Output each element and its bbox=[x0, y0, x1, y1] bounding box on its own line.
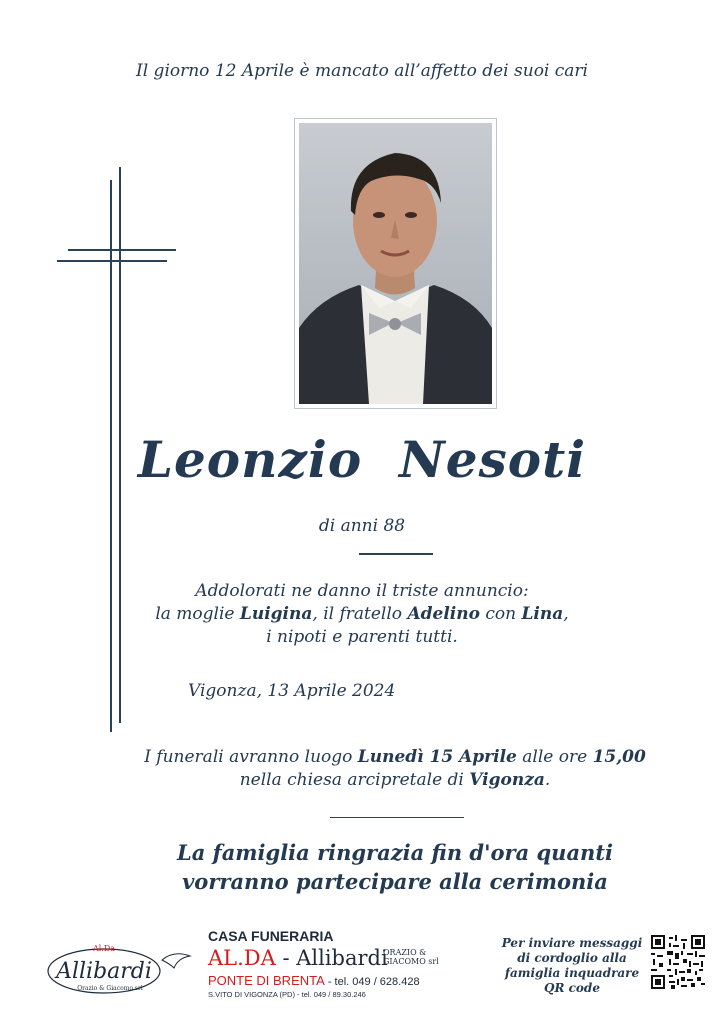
qr-instructions: Per inviare messaggi di cordoglio alla famiglia inquadrare QR code bbox=[501, 936, 643, 995]
funeral-info bbox=[0, 746, 724, 792]
brother-name: Adelino bbox=[407, 604, 480, 624]
age-text: di anni 88 bbox=[318, 516, 406, 536]
brand-subtitle: ORAZIO & GIACOMO srl bbox=[383, 948, 439, 966]
funeral-place: Vigonza bbox=[469, 770, 545, 790]
thanks-line-1: La famiglia ringrazia fin d'ora quanti bbox=[176, 840, 614, 865]
qr-code-icon[interactable] bbox=[651, 935, 705, 989]
logo-sub-text: Orazio & Giacomo srl bbox=[77, 985, 143, 992]
thanks-block bbox=[0, 838, 724, 896]
casa-funeraria-label: CASA FUNERARIA bbox=[208, 928, 334, 944]
funeral-day: Lunedì 15 Aprile bbox=[357, 747, 517, 767]
portrait-photo bbox=[299, 123, 492, 404]
announcement-line-2: la moglie Luigina, il fratello Adelino con Lina, bbox=[155, 604, 569, 624]
wife-name: Luigina bbox=[239, 604, 313, 624]
sister-in-law-name: Lina bbox=[521, 604, 564, 624]
funeral-time: 15,00 bbox=[592, 747, 646, 767]
logo-top-text: Al.Da bbox=[92, 944, 116, 953]
header-text: Il giorno 12 Aprile è mancato all’affetto dei suoi cari bbox=[136, 61, 588, 81]
divider-long bbox=[330, 817, 464, 818]
funeral-line-2: nella chiesa arcipretale di Vigonza. bbox=[239, 770, 551, 790]
announcement-block bbox=[0, 580, 724, 649]
funeral-line-1: I funerali avranno luogo Lunedì 15 Aprile alle ore 15,00 bbox=[144, 747, 646, 767]
announcement-line-1: Addolorati ne danno il triste annuncio: bbox=[195, 581, 529, 601]
brand-name: AL.DA - Allibardi bbox=[208, 946, 388, 970]
announcement-line-3: i nipoti e parenti tutti. bbox=[266, 627, 458, 647]
ponte-di-brenta-contact: PONTE DI BRENTA - tel. 049 / 628.428 bbox=[208, 973, 420, 988]
divider-short bbox=[359, 553, 433, 555]
place-date: Vigonza, 13 Aprile 2024 bbox=[188, 681, 396, 701]
thanks-line-2: vorranno partecipare alla cerimonia bbox=[182, 869, 608, 894]
dove-icon bbox=[162, 954, 190, 968]
logo-main-text: Allibardi bbox=[56, 959, 152, 984]
funeral-home-logo bbox=[44, 938, 192, 1002]
svito-contact: S.VITO DI VIGONZA (PD) - tel. 049 / 89.30.246 bbox=[208, 990, 366, 999]
deceased-name: Leonzio Nesoti bbox=[137, 430, 587, 489]
